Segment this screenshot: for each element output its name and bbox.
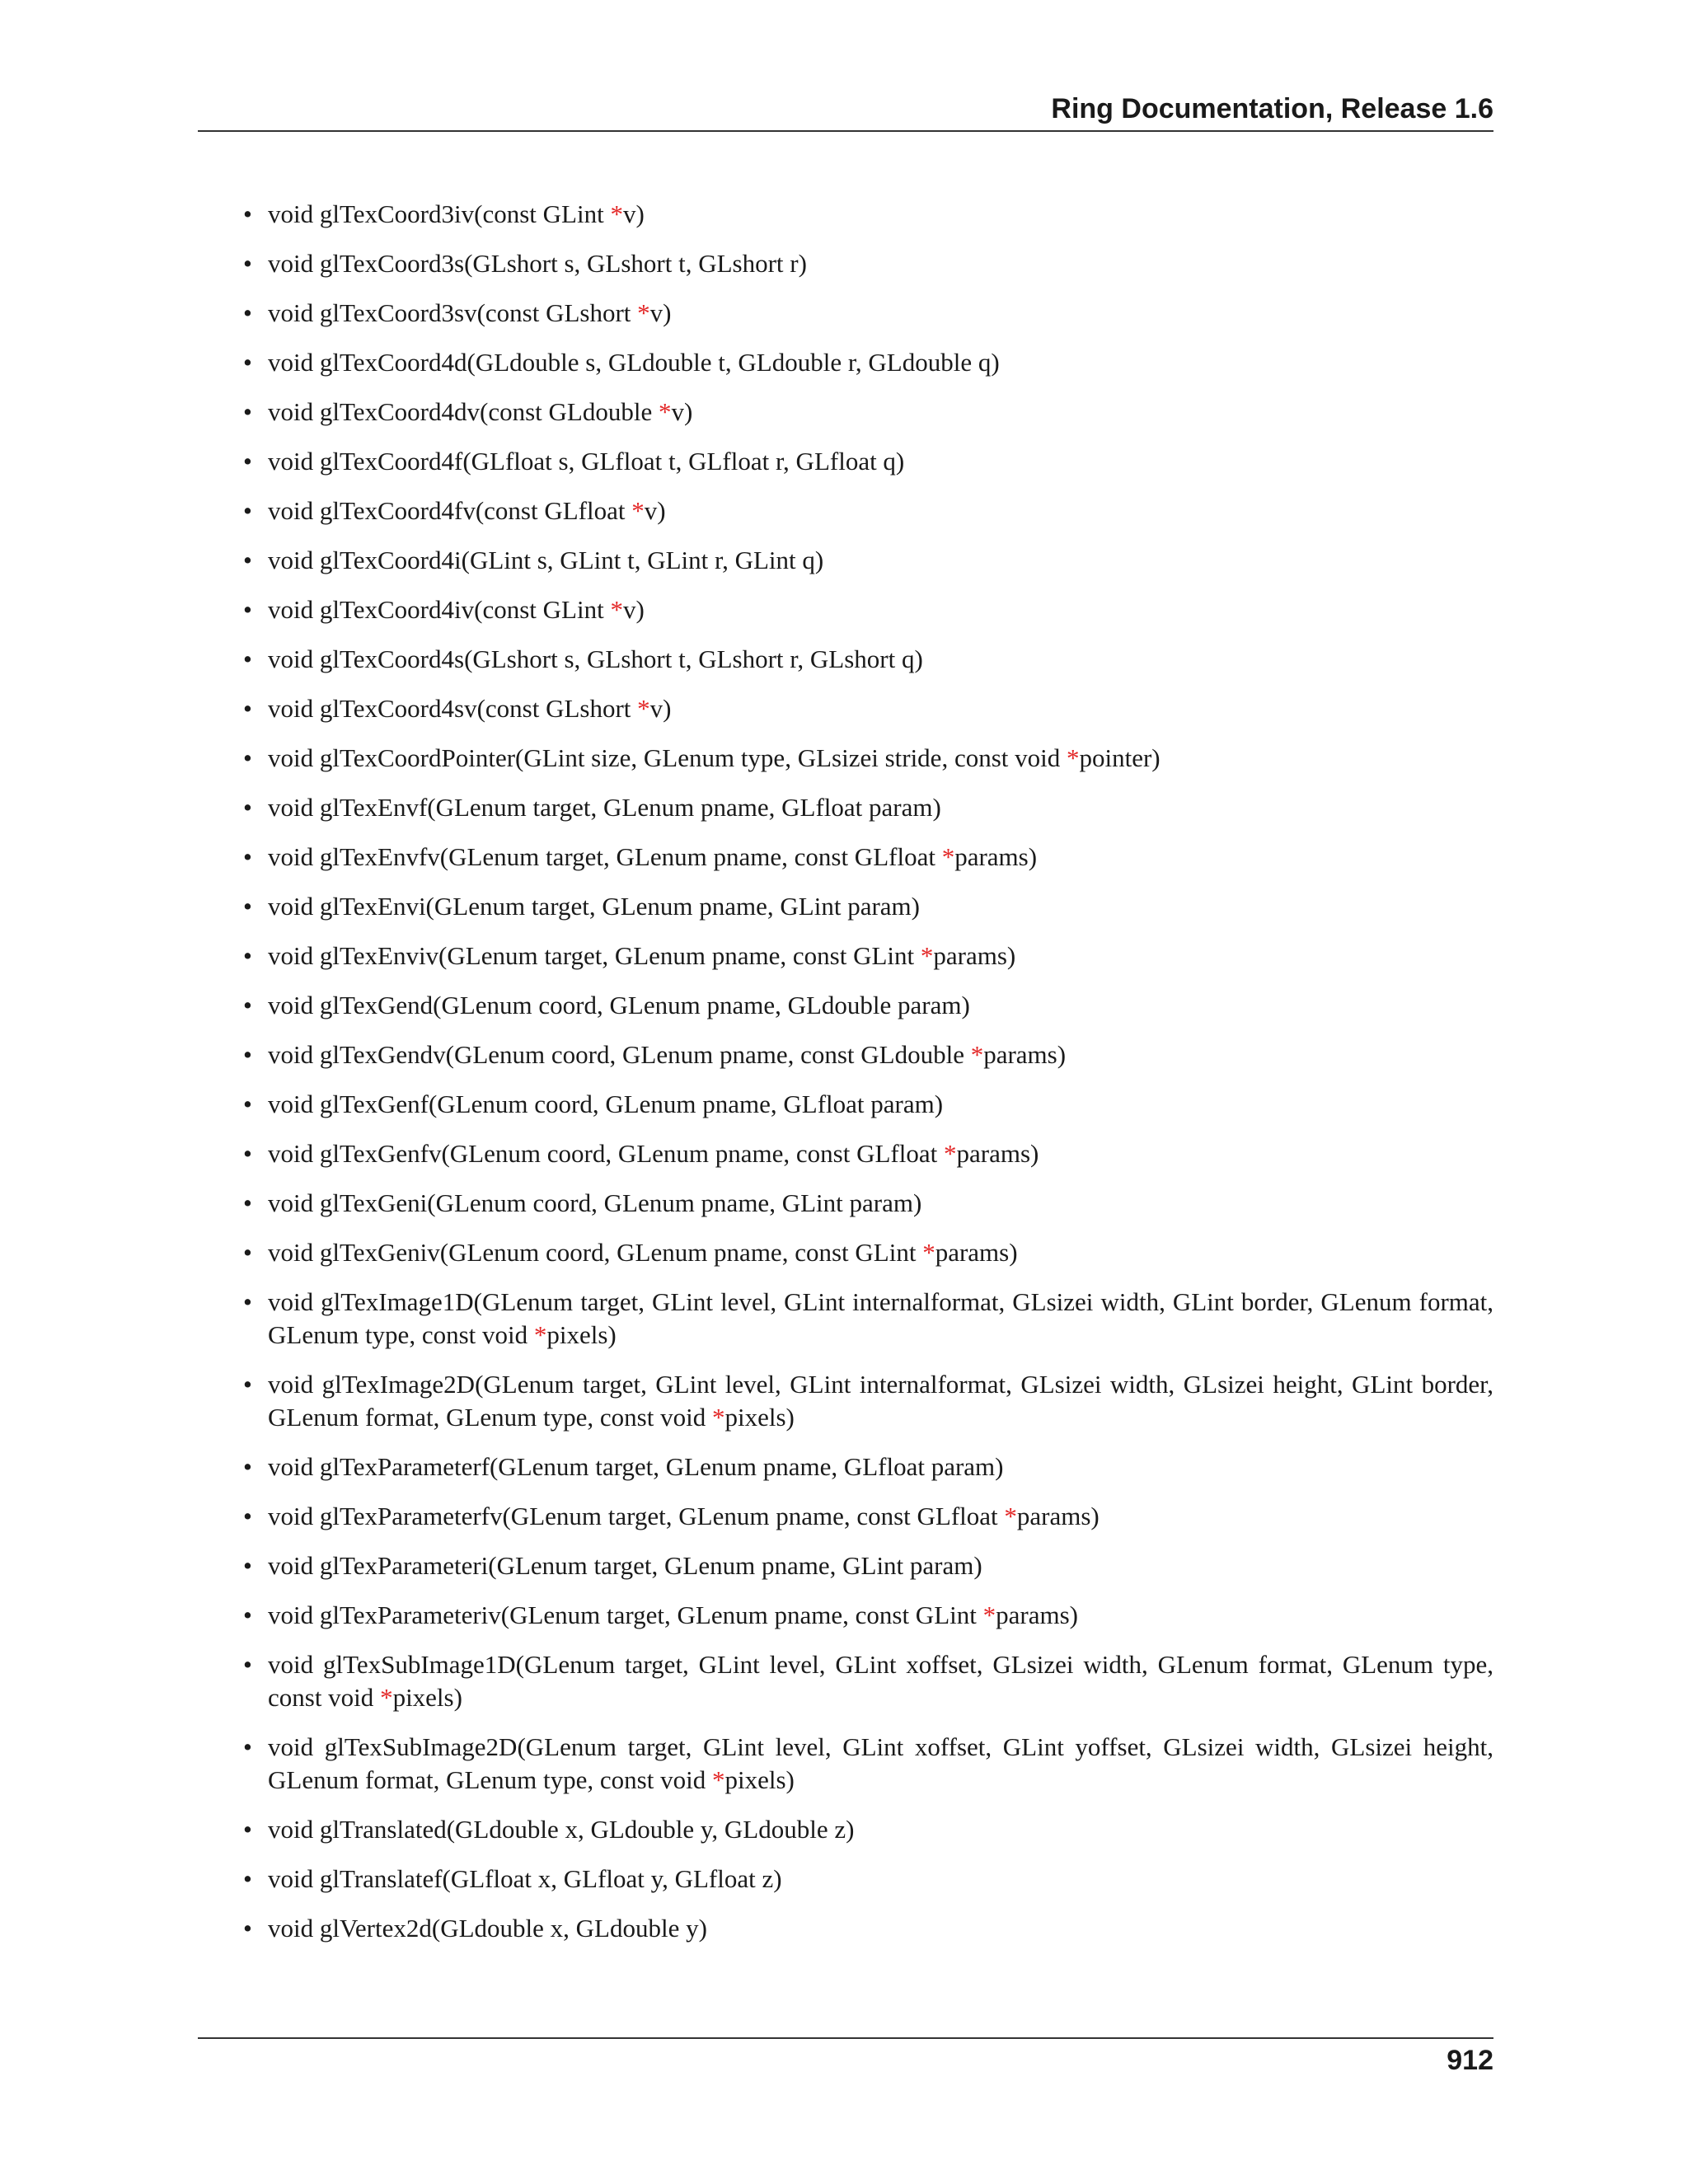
list-item <box>243 593 1493 626</box>
pointer-asterisk: * <box>380 1683 393 1712</box>
signature-text: void glTexCoord4i(GLint s, GLint t, GLint r, GLint q) <box>268 546 824 574</box>
list-item <box>243 396 1493 429</box>
list-item <box>243 1368 1493 1434</box>
signature-text-tail: params) <box>983 1040 1067 1069</box>
signature-text-tail: v) <box>644 496 666 525</box>
signature-text: void glTexEnvfv(GLenum target, GLenum pname, const GLfloat <box>268 842 942 871</box>
bullet-icon: • <box>243 1040 252 1069</box>
pointer-asterisk: * <box>922 1238 935 1267</box>
list-item <box>243 841 1493 874</box>
list-item <box>243 297 1493 330</box>
bullet-icon: • <box>243 496 252 525</box>
bullet-icon: • <box>243 1287 252 1316</box>
bullet-icon: • <box>243 941 252 970</box>
list-item <box>243 742 1493 775</box>
signature-text: void glTexCoord4sv(const GLshort <box>268 694 638 723</box>
bullet-icon: • <box>243 1090 252 1118</box>
bullet-icon: • <box>243 1370 252 1399</box>
signature-text-tail: pixels) <box>724 1403 795 1432</box>
signature-text: void glTexGenfv(GLenum coord, GLenum pname, const GLfloat <box>268 1139 944 1168</box>
bullet-icon: • <box>243 644 252 673</box>
signature-text-tail: v) <box>649 694 672 723</box>
list-item <box>243 1038 1493 1071</box>
bullet-icon: • <box>243 1732 252 1761</box>
pointer-asterisk: * <box>982 1601 996 1629</box>
bullet-icon: • <box>243 1452 252 1481</box>
list-item <box>243 445 1493 478</box>
signature-text: void glTexGend(GLenum coord, GLenum pname, GLdouble param) <box>268 991 970 1019</box>
page-number: 912 <box>1447 2045 1493 2076</box>
list-item <box>243 1549 1493 1582</box>
signature-text-tail: params) <box>935 1238 1018 1267</box>
signature-text-tail: pixels) <box>392 1683 462 1712</box>
function-signature-list <box>243 198 1493 1961</box>
signature-text-tail: pixels) <box>546 1320 617 1349</box>
list-item <box>243 791 1493 824</box>
signature-text-tail: pointer) <box>1079 743 1160 772</box>
signature-text: void glTexCoord4f(GLfloat s, GLfloat t, GLfloat r, GLfloat q) <box>268 447 905 476</box>
list-item <box>243 643 1493 676</box>
signature-text-tail: params) <box>956 1139 1039 1168</box>
list-item <box>243 1648 1493 1714</box>
pointer-asterisk: * <box>610 595 623 624</box>
bullet-icon: • <box>243 1864 252 1893</box>
signature-text-tail: v) <box>671 397 693 426</box>
list-item <box>243 940 1493 972</box>
footer-rule <box>198 2037 1493 2039</box>
signature-text: void glTexCoord3s(GLshort s, GLshort t, GLshort r) <box>268 249 807 278</box>
bullet-icon: • <box>243 1601 252 1629</box>
pointer-asterisk: * <box>970 1040 984 1069</box>
bullet-icon: • <box>243 199 252 228</box>
pointer-asterisk: * <box>610 199 623 228</box>
list-item <box>243 1451 1493 1483</box>
bullet-icon: • <box>243 1188 252 1217</box>
bullet-icon: • <box>243 842 252 871</box>
signature-text-tail: params) <box>996 1601 1078 1629</box>
bullet-icon: • <box>243 298 252 327</box>
pointer-asterisk: * <box>943 1139 957 1168</box>
pointer-asterisk: * <box>920 941 934 970</box>
signature-text-tail: v) <box>622 595 645 624</box>
signature-text: void glTexImage2D(GLenum target, GLint level, GLint internalformat, GLsizei width, GLsizei height, GLint border, GLenum format, GLenum type, const void <box>268 1370 1493 1432</box>
list-item <box>243 247 1493 280</box>
list-item <box>243 1731 1493 1797</box>
signature-text: void glTexCoord3sv(const GLshort <box>268 298 638 327</box>
bullet-icon: • <box>243 1139 252 1168</box>
signature-text: void glTexCoord3iv(const GLint <box>268 199 611 228</box>
bullet-icon: • <box>243 249 252 278</box>
list-item <box>243 1813 1493 1846</box>
bullet-icon: • <box>243 991 252 1019</box>
signature-text: void glTexImage1D(GLenum target, GLint level, GLint internalformat, GLsizei width, GLint border, GLenum format, GLenum type, const void <box>268 1287 1493 1349</box>
signature-text: void glTexGendv(GLenum coord, GLenum pname, const GLdouble <box>268 1040 971 1069</box>
bullet-icon: • <box>243 546 252 574</box>
signature-text: void glTexCoordPointer(GLint size, GLenum type, GLsizei stride, const void <box>268 743 1067 772</box>
signature-text-tail: v) <box>622 199 645 228</box>
bullet-icon: • <box>243 793 252 822</box>
bullet-icon: • <box>243 1502 252 1530</box>
signature-text: void glTranslatef(GLfloat x, GLfloat y, GLfloat z) <box>268 1864 782 1893</box>
signature-text: void glTexGeni(GLenum coord, GLenum pname, GLint param) <box>268 1188 922 1217</box>
signature-text-tail: v) <box>649 298 672 327</box>
list-item <box>243 198 1493 231</box>
signature-text: void glTexParameteriv(GLenum target, GLenum pname, const GLint <box>268 1601 983 1629</box>
pointer-asterisk: * <box>533 1320 547 1349</box>
list-item <box>243 692 1493 725</box>
signature-text: void glTexCoord4fv(const GLfloat <box>268 496 632 525</box>
signature-text: void glTexGenf(GLenum coord, GLenum pname, GLfloat param) <box>268 1090 944 1118</box>
list-item <box>243 1286 1493 1352</box>
list-item <box>243 1137 1493 1170</box>
signature-text-tail: pixels) <box>724 1765 795 1794</box>
signature-text-tail: params) <box>1016 1502 1100 1530</box>
signature-text: void glTexSubImage1D(GLenum target, GLint level, GLint xoffset, GLsizei width, GLenum format, GLenum type, const void <box>268 1650 1493 1712</box>
list-item <box>243 1500 1493 1533</box>
pointer-asterisk: * <box>1067 743 1080 772</box>
list-item <box>243 1236 1493 1269</box>
list-item <box>243 346 1493 379</box>
bullet-icon: • <box>243 1551 252 1580</box>
bullet-icon: • <box>243 1238 252 1267</box>
bullet-icon: • <box>243 447 252 476</box>
pointer-asterisk: * <box>637 694 650 723</box>
signature-text-tail: params) <box>954 842 1038 871</box>
bullet-icon: • <box>243 743 252 772</box>
bullet-icon: • <box>243 1914 252 1943</box>
bullet-icon: • <box>243 1815 252 1844</box>
signature-text: void glTexEnviv(GLenum target, GLenum pname, const GLint <box>268 941 921 970</box>
signature-text: void glTexEnvf(GLenum target, GLenum pname, GLfloat param) <box>268 793 941 822</box>
pointer-asterisk: * <box>711 1403 725 1432</box>
signature-text: void glTexParameteri(GLenum target, GLenum pname, GLint param) <box>268 1551 982 1580</box>
list-item <box>243 1863 1493 1896</box>
signature-text: void glTexParameterfv(GLenum target, GLenum pname, const GLfloat <box>268 1502 1005 1530</box>
pointer-asterisk: * <box>941 842 955 871</box>
list-item <box>243 1088 1493 1121</box>
bullet-icon: • <box>243 348 252 377</box>
list-item <box>243 544 1493 577</box>
header-rule <box>198 130 1493 132</box>
bullet-icon: • <box>243 595 252 624</box>
list-item <box>243 1912 1493 1945</box>
signature-text: void glTexParameterf(GLenum target, GLenum pname, GLfloat param) <box>268 1452 1004 1481</box>
list-item <box>243 890 1493 923</box>
signature-text: void glTexSubImage2D(GLenum target, GLint level, GLint xoffset, GLint yoffset, GLsizei width, GLsizei height, GLenum format, GLenum type, const void <box>268 1732 1493 1794</box>
running-header-title: Ring Documentation, Release 1.6 <box>1051 93 1493 124</box>
signature-text: void glTexGeniv(GLenum coord, GLenum pname, const GLint <box>268 1238 923 1267</box>
signature-text: void glTranslated(GLdouble x, GLdouble y, GLdouble z) <box>268 1815 855 1844</box>
signature-text: void glTexCoord4iv(const GLint <box>268 595 611 624</box>
list-item <box>243 1187 1493 1220</box>
list-item <box>243 989 1493 1022</box>
pointer-asterisk: * <box>1004 1502 1017 1530</box>
pointer-asterisk: * <box>631 496 645 525</box>
pointer-asterisk: * <box>658 397 672 426</box>
signature-text: void glTexCoord4dv(const GLdouble <box>268 397 659 426</box>
bullet-icon: • <box>243 397 252 426</box>
pointer-asterisk: * <box>711 1765 725 1794</box>
bullet-icon: • <box>243 694 252 723</box>
list-item <box>243 1599 1493 1632</box>
signature-text: void glVertex2d(GLdouble x, GLdouble y) <box>268 1914 707 1943</box>
pointer-asterisk: * <box>637 298 650 327</box>
signature-text: void glTexCoord4d(GLdouble s, GLdouble t, GLdouble r, GLdouble q) <box>268 348 1000 377</box>
signature-text: void glTexEnvi(GLenum target, GLenum pname, GLint param) <box>268 892 920 921</box>
list-item <box>243 494 1493 527</box>
bullet-icon: • <box>243 1650 252 1679</box>
signature-text-tail: params) <box>933 941 1016 970</box>
signature-text: void glTexCoord4s(GLshort s, GLshort t, GLshort r, GLshort q) <box>268 644 923 673</box>
bullet-icon: • <box>243 892 252 921</box>
